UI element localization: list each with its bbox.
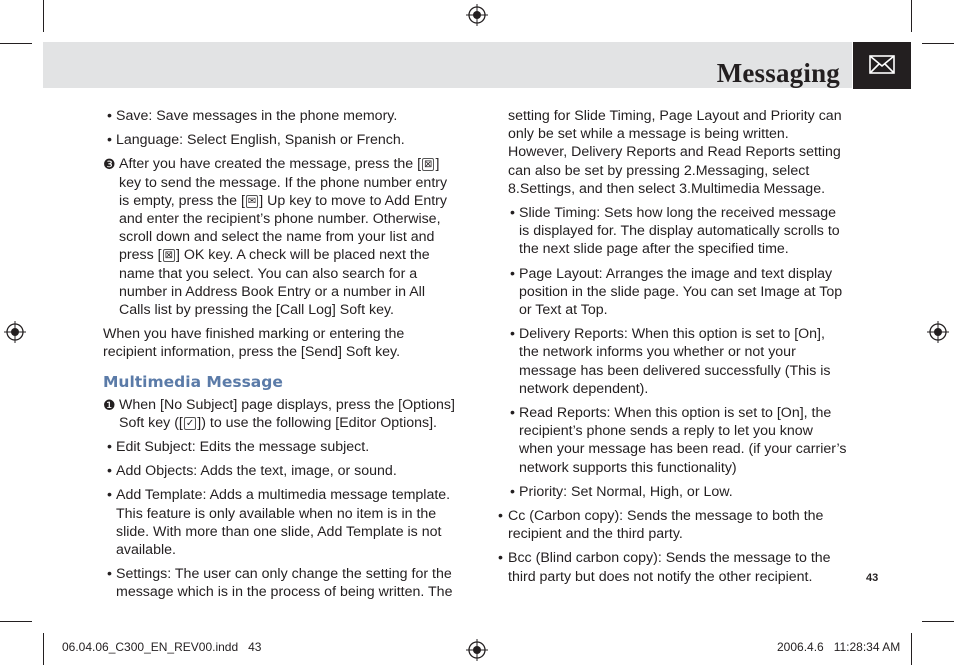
crop-mark: [0, 43, 32, 44]
list-item-text: Bcc (Blind carbon copy): Sends the message to the third party but does not notify the other recipient.: [508, 550, 831, 585]
list-item: [498, 265, 848, 320]
bullet-marker: •: [107, 108, 112, 124]
crop-mark: [0, 621, 32, 622]
list-item-text: Add Objects: Adds the text, image, or sound.: [116, 463, 397, 480]
list-item: [103, 438, 458, 456]
bullet-marker: •: [510, 265, 515, 282]
list-item-text: Cc (Carbon copy): Sends the message to both the recipient and the third party.: [508, 508, 824, 543]
crop-mark: [911, 633, 912, 665]
ok-key-icon: ⊠: [164, 250, 173, 262]
registration-mark-icon: [4, 321, 26, 343]
crop-mark: [43, 633, 44, 665]
bullet-marker: •: [510, 205, 515, 222]
envelope-icon: [853, 42, 911, 89]
crop-mark: [922, 43, 954, 44]
bullet-marker: •: [510, 405, 515, 422]
registration-mark-icon: [466, 4, 488, 26]
list-item-text: Save: Save messages in the phone memory.: [116, 108, 398, 124]
step-text: ] OK key. A check will be placed next the name that you select. You can also search for a number in Address Book Entry or a number in All Calls list by pressing the [Call Log] Soft key.: [119, 247, 430, 319]
crop-mark: [43, 0, 44, 32]
header-icon-box: [853, 42, 911, 89]
list-item-text: Read Reports: When this option is set to [On], the recipient’s phone sends a reply to let you know when your message has been read. (if your carrier’s network supports this functionality): [519, 405, 847, 476]
list-item-text: Add Template: Adds a multimedia message template. This feature is only available when no item is in the slide. With more than one slide, Add Template is not available.: [116, 487, 451, 559]
bullet-marker: •: [510, 483, 515, 500]
list-item-text: Language: Select English, Spanish or French.: [116, 132, 405, 149]
bullet-marker: •: [498, 508, 503, 525]
paragraph: When you have finished marking or entering the recipient information, press the [Send] Soft key.: [103, 326, 405, 361]
left-column: [103, 107, 458, 608]
options-softkey-icon: ✓: [185, 417, 195, 429]
list-item-text: Slide Timing: Sets how long the received message is displayed for. The display automatically scrolls to the next slide page after the specified time.: [519, 205, 840, 258]
step-text: ] key to send the message. If the phone number entry is empty, press the [: [119, 156, 448, 209]
bullet-marker: •: [510, 326, 515, 343]
crop-mark: [922, 621, 954, 622]
bullet-marker: •: [107, 439, 112, 456]
list-item: [103, 131, 458, 149]
list-item: [103, 565, 458, 601]
list-item: [498, 404, 848, 477]
paragraph: setting for Slide Timing, Page Layout and Priority can only be set while a message is being written. However, Delivery Reports and Read Reports setting can also be set by pressing 2.Messaging, select 8.Settings, and then select 3.Multimedia Message.: [508, 108, 842, 197]
list-item: [498, 549, 848, 585]
step-marker: ❸: [103, 156, 116, 173]
registration-mark-icon: [927, 321, 949, 343]
list-item-text: Delivery Reports: When this option is set to [On], the network informs you whether or not your message has been delivered successfully (This is network dependent).: [519, 326, 831, 397]
page-number: 43: [866, 572, 879, 584]
step-text: ] Up key to move to Add Entry and enter the recipient’s phone number. Otherwise, scroll down and select the name from your list and press [: [119, 192, 447, 264]
step-text: When [No Subject] page displays, press the [Options] Soft key ([: [119, 396, 455, 431]
bullet-marker: •: [107, 132, 112, 149]
footer-filename: 06.04.06_C300_EN_REV00.indd 43: [62, 640, 262, 654]
right-column: [498, 107, 848, 592]
list-item: [498, 204, 848, 259]
footer-timestamp: 2006.4.6 11:28:34 AM: [777, 640, 901, 654]
list-item: [498, 483, 848, 501]
bullet-marker: •: [498, 550, 503, 567]
bullet-marker: •: [107, 487, 112, 504]
up-key-icon: ✉: [247, 195, 257, 207]
list-item-text: Priority: Set Normal, High, or Low.: [519, 483, 733, 500]
step-item: [103, 155, 458, 319]
list-item: [103, 486, 458, 559]
bullet-marker: •: [107, 463, 112, 480]
section-title: Multimedia Message: [103, 372, 283, 391]
ok-key-icon: ⊠: [424, 159, 433, 171]
list-item-text: Page Layout: Arranges the image and text display position in the slide page. You can set Image at Top or Text at Top.: [519, 265, 843, 319]
step-text: After you have created the message, press the [: [119, 156, 422, 173]
list-item-text: Settings: The user can only change the setting for the message which is in the process of being written. The: [116, 566, 453, 601]
list-item: [103, 107, 458, 125]
registration-mark-icon: [466, 639, 488, 661]
page-title: Messaging: [716, 58, 840, 88]
step-item: [103, 396, 458, 432]
list-item: [498, 325, 848, 398]
step-text: ]) to use the following [Editor Options].: [197, 414, 437, 431]
step-marker: ❶: [103, 396, 116, 413]
list-item: [103, 462, 458, 480]
list-item-text: Edit Subject: Edits the message subject.: [116, 439, 370, 456]
bullet-marker: •: [107, 566, 112, 583]
crop-mark: [911, 0, 912, 32]
list-item: [498, 507, 848, 543]
